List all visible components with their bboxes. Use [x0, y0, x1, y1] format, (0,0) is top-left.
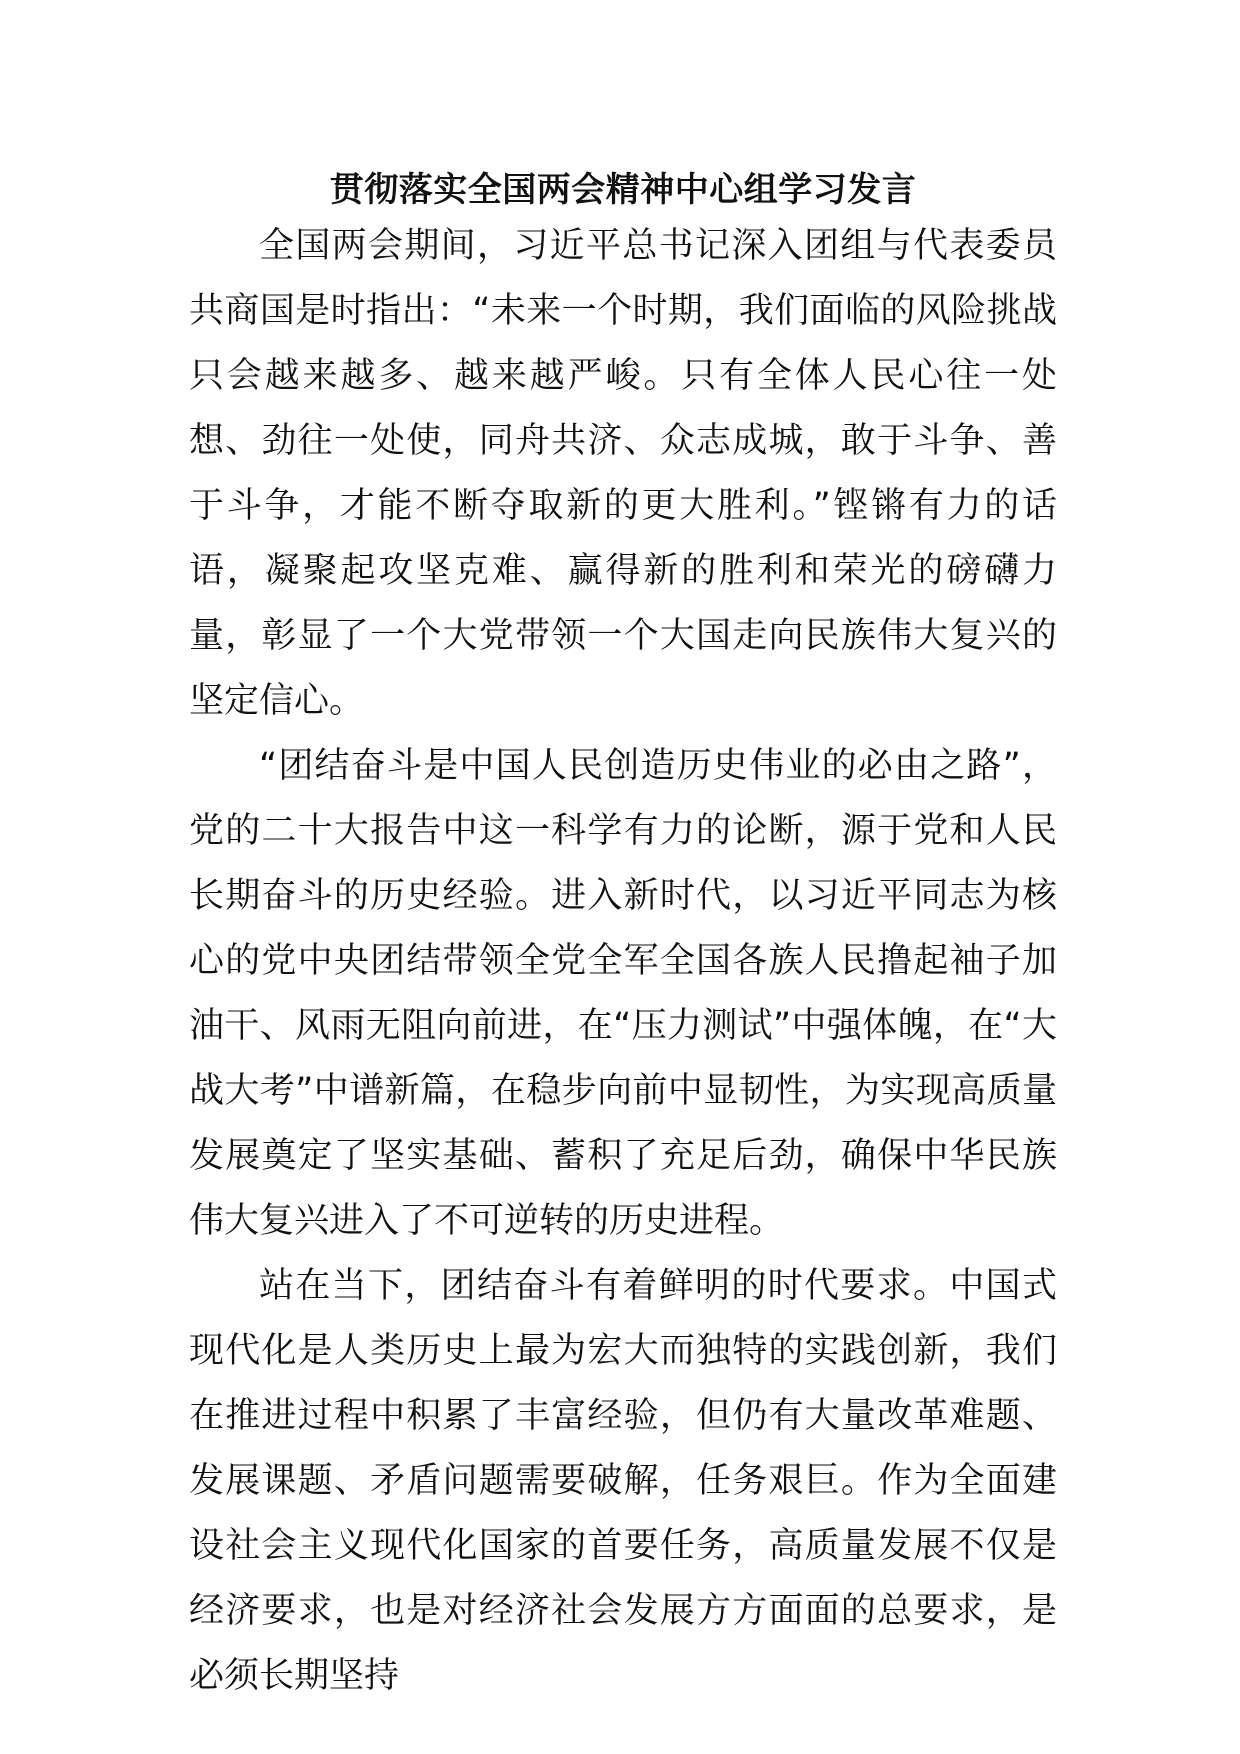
document-page [189, 168, 1057, 1709]
paragraph-1: 全国两会期间，习近平总书记深入团组与代表委员共商国是时指出：“未来一个时期，我们面临的风险挑战只会越来越多、越来越严峻。只有全体人民心往一处想、劲往一处使，同舟共济、众志成城，敢于斗争、善于斗争，才能不断夺取新的更大胜利。”铿锵有力的话语，凝聚起攻坚克难、赢得新的胜利和荣光的磅礴力量，彰显了一个大党带领一个大国走向民族伟大复兴的坚定信心。 [189, 226, 1057, 721]
paragraph-2: “团结奋斗是中国人民创造历史伟业的必由之路”，党的二十大报告中这一科学有力的论断，源于党和人民长期奋斗的历史经验。进入新时代，以习近平同志为核心的党中央团结带领全党全军全国各族人民撸起袖子加油干、风雨无阻向前进，在“压力测试”中强体魄，在“大战大考”中谱新篇，在稳步向前中显韧性，为实现高质量发展奠定了坚实基础、蓄积了充足后劲，确保中华民族伟大复兴进入了不可逆转的历史进程。 [189, 746, 1057, 1241]
paragraph-3: 站在当下，团结奋斗有着鲜明的时代要求。中国式现代化是人类历史上最为宏大而独特的实践创新，我们在推进过程中积累了丰富经验，但仍有大量改革难题、发展课题、矛盾问题需要破解，任务艰巨。作为全面建设社会主义现代化国家的首要任务，高质量发展不仅是经济要求，也是对经济社会发展方方面面的总要求，是必须长期坚持 [189, 1266, 1057, 1696]
document-title: 贯彻落实全国两会精神中心组学习发言 [329, 170, 917, 210]
